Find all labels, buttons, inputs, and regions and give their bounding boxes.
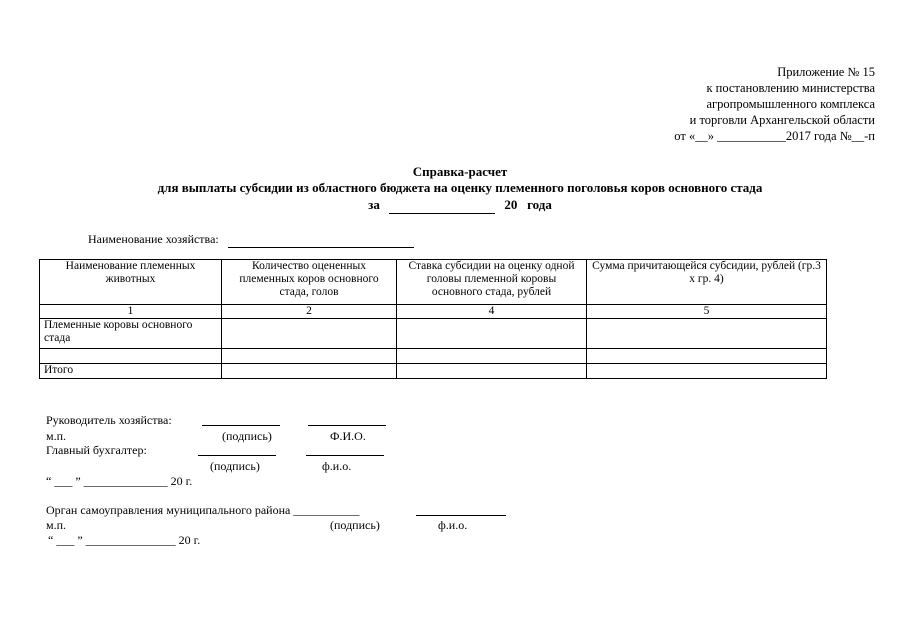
signature-caption-2: (подпись)	[210, 459, 260, 473]
period-year-number: 20	[504, 197, 518, 212]
table-total-row	[40, 364, 827, 379]
col-number-1: 1	[40, 305, 222, 319]
header-rate: Ставка субсидии на оценку одной головы племенной коровы основного стада, рублей	[397, 260, 587, 305]
period-prefix: за	[368, 197, 380, 212]
head-label: Руководитель хозяйства:	[46, 413, 172, 427]
total-count[interactable]	[222, 364, 397, 379]
appendix-header	[674, 64, 875, 144]
period-year-word: года	[527, 197, 552, 212]
subsidy-table	[39, 259, 827, 379]
total-label: Итого	[40, 364, 222, 379]
authority-label: Орган самоуправления муниципального района ___________	[46, 503, 360, 517]
report-period	[0, 197, 905, 214]
accountant-label: Главный бухгалтер:	[46, 443, 147, 457]
authority-fio-line[interactable]	[416, 515, 506, 516]
signature-caption-3: (подпись)	[330, 518, 380, 532]
farm-name-label: Наименование хозяйства:	[88, 232, 219, 246]
head-fio-line[interactable]	[308, 425, 386, 426]
appendix-line-1: Приложение № 15	[777, 65, 875, 79]
stamp-label-1: м.п.	[46, 429, 67, 443]
fio-caption-2: ф.и.о.	[322, 459, 352, 473]
total-rate[interactable]	[397, 364, 587, 379]
cell-empty[interactable]	[397, 349, 587, 364]
fio-caption-3: ф.и.о.	[438, 518, 468, 532]
document-subtitle: для выплаты субсидии из областного бюджета на оценку племенного поголовья коров основного стада	[157, 180, 763, 195]
table-row	[40, 319, 827, 349]
period-blank	[389, 197, 495, 214]
total-sum[interactable]	[587, 364, 827, 379]
farm-name-row	[88, 232, 414, 248]
row-label-breeding-cows: Племенные коровы основного стада	[40, 319, 222, 349]
cell-empty[interactable]	[587, 349, 827, 364]
col-number-2: 2	[222, 305, 397, 319]
header-count: Количество оцененных племенных коров основного стада, голов	[222, 260, 397, 305]
signature-caption-1: (подпись)	[222, 429, 272, 443]
header-animals: Наименование племенных животных	[40, 260, 222, 305]
col-number-4: 4	[397, 305, 587, 319]
col-number-5: 5	[587, 305, 827, 319]
cell-empty[interactable]	[40, 349, 222, 364]
accountant-fio-line[interactable]	[306, 455, 384, 456]
head-signature-line[interactable]	[202, 425, 280, 426]
fio-caption-1: Ф.И.О.	[330, 429, 366, 443]
appendix-line-2: к постановлению министерства	[706, 81, 875, 95]
stamp-label-2: м.п.	[46, 518, 67, 532]
table-row	[40, 349, 827, 364]
table-header-row	[40, 260, 827, 305]
farm-name-field[interactable]	[228, 232, 414, 248]
cell-count[interactable]	[222, 319, 397, 349]
header-sum: Сумма причитающейся субсидии, рублей (гр.3 х гр. 4)	[587, 260, 827, 305]
table-column-numbers	[40, 305, 827, 319]
appendix-line-3: агропромышленного комплекса	[706, 97, 875, 111]
cell-rate[interactable]	[397, 319, 587, 349]
date-line-1: “ ___ ” ______________ 20 г.	[46, 474, 193, 488]
appendix-line-4: и торговли Архангельской области	[689, 113, 875, 127]
date-line-2: “ ___ ” _______________ 20 г.	[48, 533, 201, 547]
appendix-line-5: от «__» ___________2017 года №__-п	[674, 129, 875, 143]
accountant-signature-line[interactable]	[198, 455, 276, 456]
cell-sum[interactable]	[587, 319, 827, 349]
document-title: Справка-расчет	[412, 164, 508, 179]
cell-empty[interactable]	[222, 349, 397, 364]
